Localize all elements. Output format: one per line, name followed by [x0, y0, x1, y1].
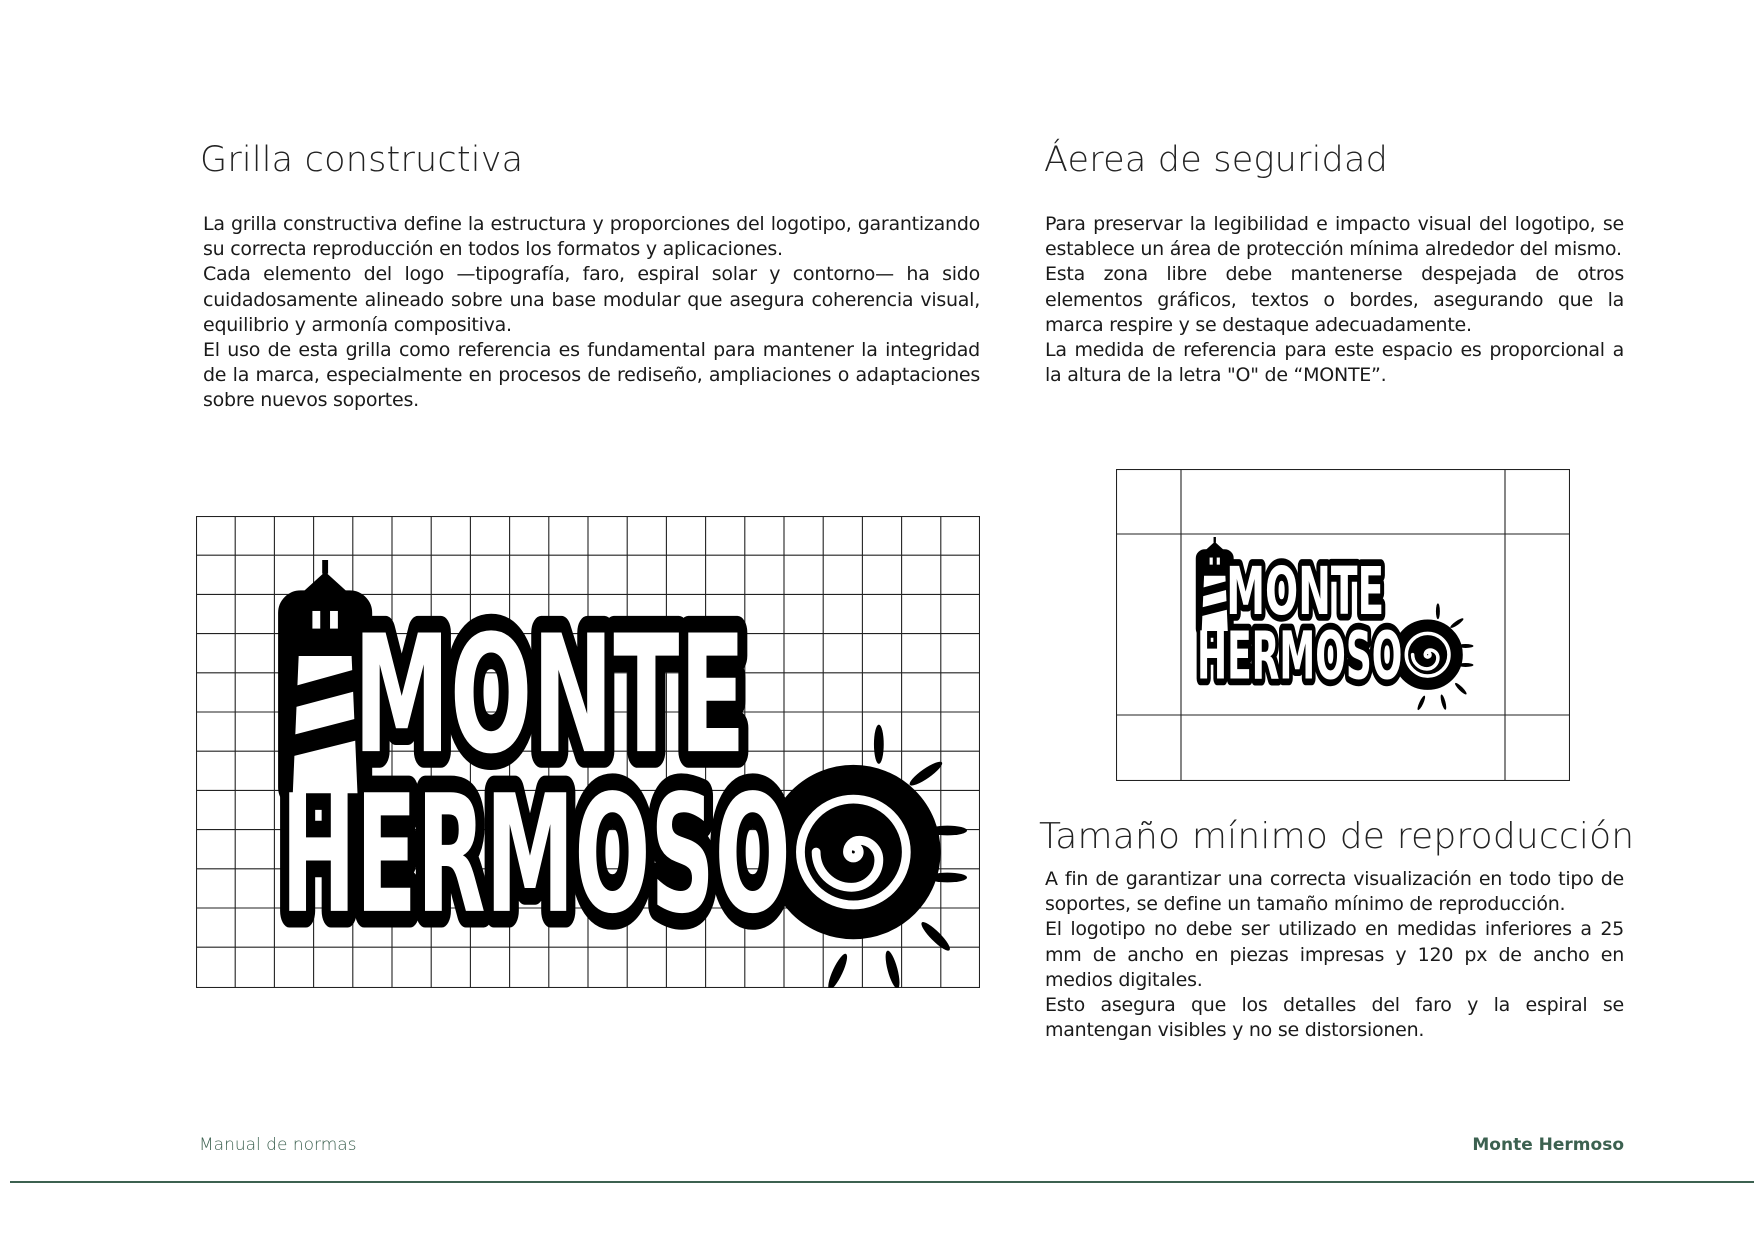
safety-section-title: Áerea de seguridad [1044, 140, 1389, 180]
grid-section-title: Grilla constructiva [200, 140, 524, 180]
grid-paragraph: La grilla constructiva define la estructura y proporciones del logotipo, garantizando su correcta reproducción en todos los formatos y aplicaciones. [203, 213, 980, 261]
grid-paragraph: El uso de esta grilla como referencia es fundamental para mantener la integridad de la marca, especialmente en procesos de rediseño, ampliaciones o adaptaciones sobre nuevos soportes. [203, 339, 980, 412]
safety-paragraph: Para preservar la legibilidad e impacto visual del logotipo, se establece un área de protección mínima alrededor del mismo. [1045, 213, 1624, 261]
safety-paragraph: La medida de referencia para este espacio es proporcional a la altura de la letra "O" de “MONTE”. [1045, 339, 1624, 387]
logo-in-safety-area [1197, 537, 1474, 711]
minimum-size-paragraph: Esto asegura que los detalles del faro y la espiral se mantengan visibles y no se distorsionen. [1045, 994, 1624, 1042]
safety-area-figure [1116, 469, 1570, 781]
footer-brand-label: Monte Hermoso [1472, 1135, 1624, 1155]
minimum-size-section-title: Tamaño mínimo de reproducción [1039, 816, 1635, 857]
grid-paragraph: Cada elemento del logo —tipografía, faro, espiral solar y contorno— ha sido cuidadosamente alineado sobre una base modular que asegura coherencia visual, equilibrio y armonía compositiva. [203, 263, 980, 336]
construction-grid-figure [196, 516, 980, 988]
logo-on-grid [281, 560, 967, 988]
safety-paragraph: Esta zona libre debe mantenerse despejada de otros elementos gráficos, textos o bordes, asegurando que la marca respire y se destaque adecuadamente. [1045, 263, 1624, 336]
footer-manual-label: Manual de normas [199, 1135, 357, 1155]
minimum-size-section-text [1045, 867, 1624, 1043]
footer-divider [10, 1181, 1754, 1183]
minimum-size-paragraph: El logotipo no debe ser utilizado en medidas inferiores a 25 mm de ancho en piezas impresas y 120 px de ancho en medios digitales. [1045, 918, 1624, 991]
safety-section-text [1045, 212, 1624, 388]
grid-section-text [203, 212, 980, 414]
minimum-size-paragraph: A fin de garantizar una correcta visualización en todo tipo de soportes, se define un tamaño mínimo de reproducción. [1045, 868, 1624, 916]
